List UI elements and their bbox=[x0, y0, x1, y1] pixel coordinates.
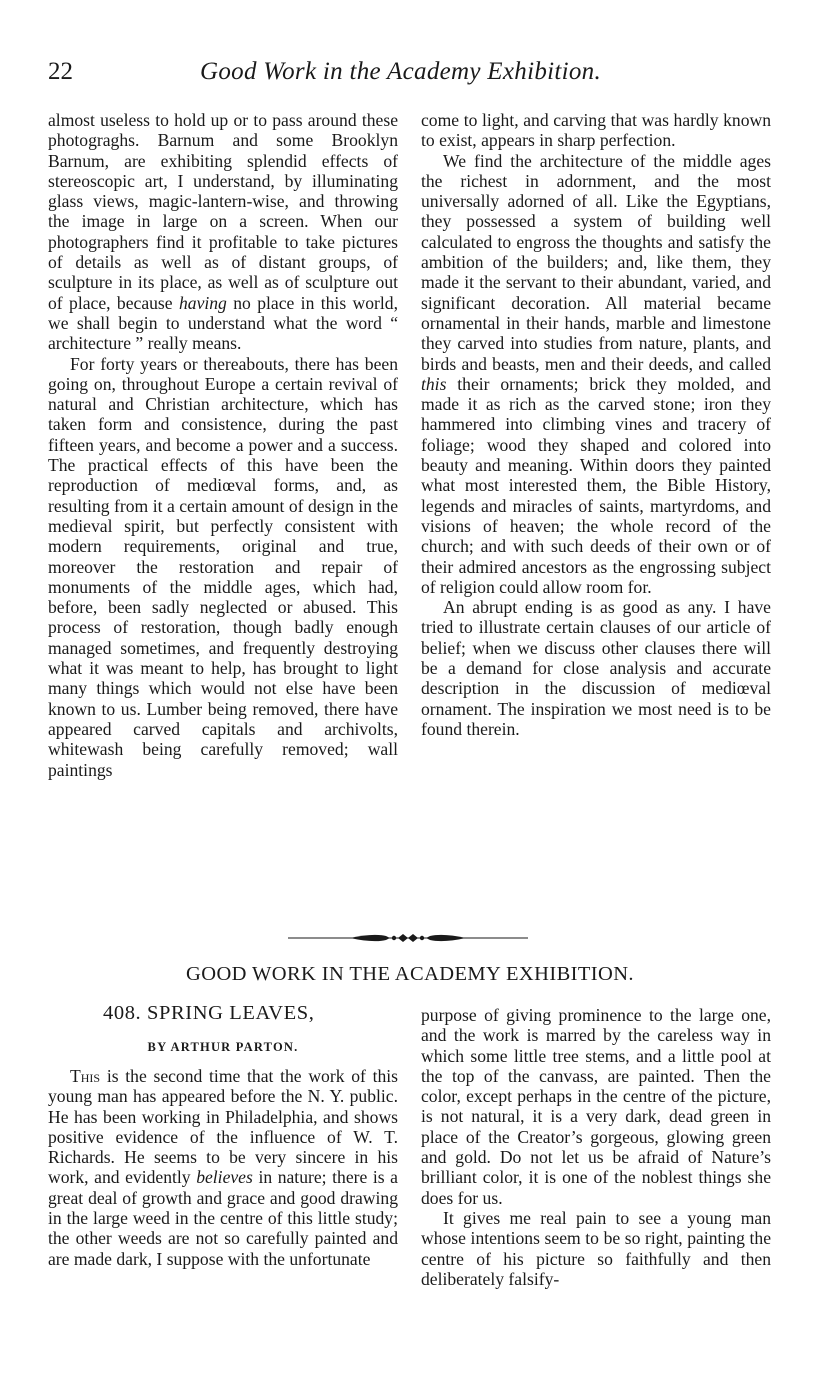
running-title: Good Work in the Academy Exhibition. bbox=[200, 58, 602, 85]
paragraph: An abrupt ending is as good as any. I have tried to illustrate certain clauses of our article of belief; when we discuss other clauses there will be a demand for close analysis and accurate description in the discussion of mediœval ornament. The inspiration we most need is to be found therein. bbox=[421, 597, 771, 739]
page-number: 22 bbox=[48, 58, 73, 85]
paragraph: come to light, and carving that was hardly known to exist, appears in sharp perfection. bbox=[421, 110, 771, 151]
emphasis: having bbox=[178, 292, 227, 313]
lead-word: This bbox=[70, 1066, 101, 1086]
page-header bbox=[48, 58, 772, 92]
item-title: 408. SPRING LEAVES, bbox=[103, 1002, 315, 1024]
article2-left-column bbox=[48, 1066, 398, 1269]
paragraph: For forty years or thereabouts, there has been going on, throughout Europe a certain revival of natural and Christian architecture, which has taken form and consistence, during the past fifteen years, and become a power and a success. The practical effects of this have been the reproduction of mediœval forms, and, as resulting from it a certain amount of design in the medieval spirit, but perfectly consistent with modern requirements, original and true, moreover the restoration and repair of monuments of the middle ages, which had, before, been sadly neglected or abused. This process of restoration, though badly enough managed sometimes, and frequently destroying what it was meant to help, has brought to light many things which would not else have been known to us. Lumber being removed, there have appeared carved capitals and archivolts, whitewash being carefully removed; wall paintings bbox=[48, 353, 398, 780]
article1-right-column bbox=[421, 110, 771, 739]
emphasis: believes bbox=[196, 1167, 253, 1188]
paragraph: This is the second time that the work of this young man has appeared before the N. Y. public. He has been working in Philadelphia, and shows positive evidence of the influence of W. T. Richards. He seems to be very sincere in his work, and evidently believes in nature; there is a great deal of growth and grace and good drawing in the large weed in the centre of this little study; the other weeds are not so carefully painted and are made dark, I suppose with the unfortunate bbox=[48, 1066, 398, 1269]
paragraph: We find the architecture of the middle ages the richest in adornment, and the most universally adorned of all. Like the Egyptians, they possessed a system of building well calculated to engross the thoughts and satisfy the ambition of the builders; and, like them, they made it the servant to their abundant, varied, and significant decoration. All material became ornamental in their hands, marble and limestone they carved into studies from nature, plants, and birds and beasts, men and their deeds, and called this their ornaments; brick they molded, and made it as rich as the carved stone; iron they hammered into climbing vines and tracery of foliage; wood they shaped and colored into beauty and meaning. Within doors they painted what most interested them, the Bible History, legends and miracles of saints, martyrdoms, and visions of heaven; the whole record of the church; and with such deeds of their own or of their admired ancestors as the engrossing subject of religion could allow room for. bbox=[421, 150, 771, 597]
paragraph: purpose of giving prominence to the large one, and the work is marred by the careless way in which some little tree stems, and a little pool at the top of the canvass, are painted. Then the color, except perhaps in the centre of the picture, is not natural, it is a very dark, dead green in place of the Creator’s gorgeous, glowing green and gold. Do not let us be afraid of Nature’s brilliant color, it is one of the noblest things she does for us. bbox=[421, 1005, 771, 1208]
paragraph: almost useless to hold up or to pass around these photograghs. Barnum and some Brooklyn Barnum, are exhibiting splendid effects of stereoscopic art, I understand, by illuminating glass views, magic-lantern-wise, and throwing the image in large on a screen. When our photographers find it profitable to take pictures of details as well as of distant groups, of sculpture in its place, as well as of sculpture out of place, because having no place in this world, we shall begin to understand what the word “ architecture ” really means. bbox=[48, 110, 398, 354]
emphasis: this bbox=[421, 373, 447, 394]
article1-left-column bbox=[48, 110, 398, 780]
paragraph: It gives me real pain to see a young man whose intentions seem to be so right, painting the centre of his picture so faithfully and then deliberately falsify- bbox=[421, 1207, 771, 1289]
ornamental-divider bbox=[288, 930, 528, 946]
section-title: GOOD WORK IN THE ACADEMY EXHIBITION. bbox=[186, 963, 634, 985]
byline: BY ARTHUR PARTON. bbox=[147, 1040, 299, 1054]
article2-right-column bbox=[421, 1005, 771, 1289]
